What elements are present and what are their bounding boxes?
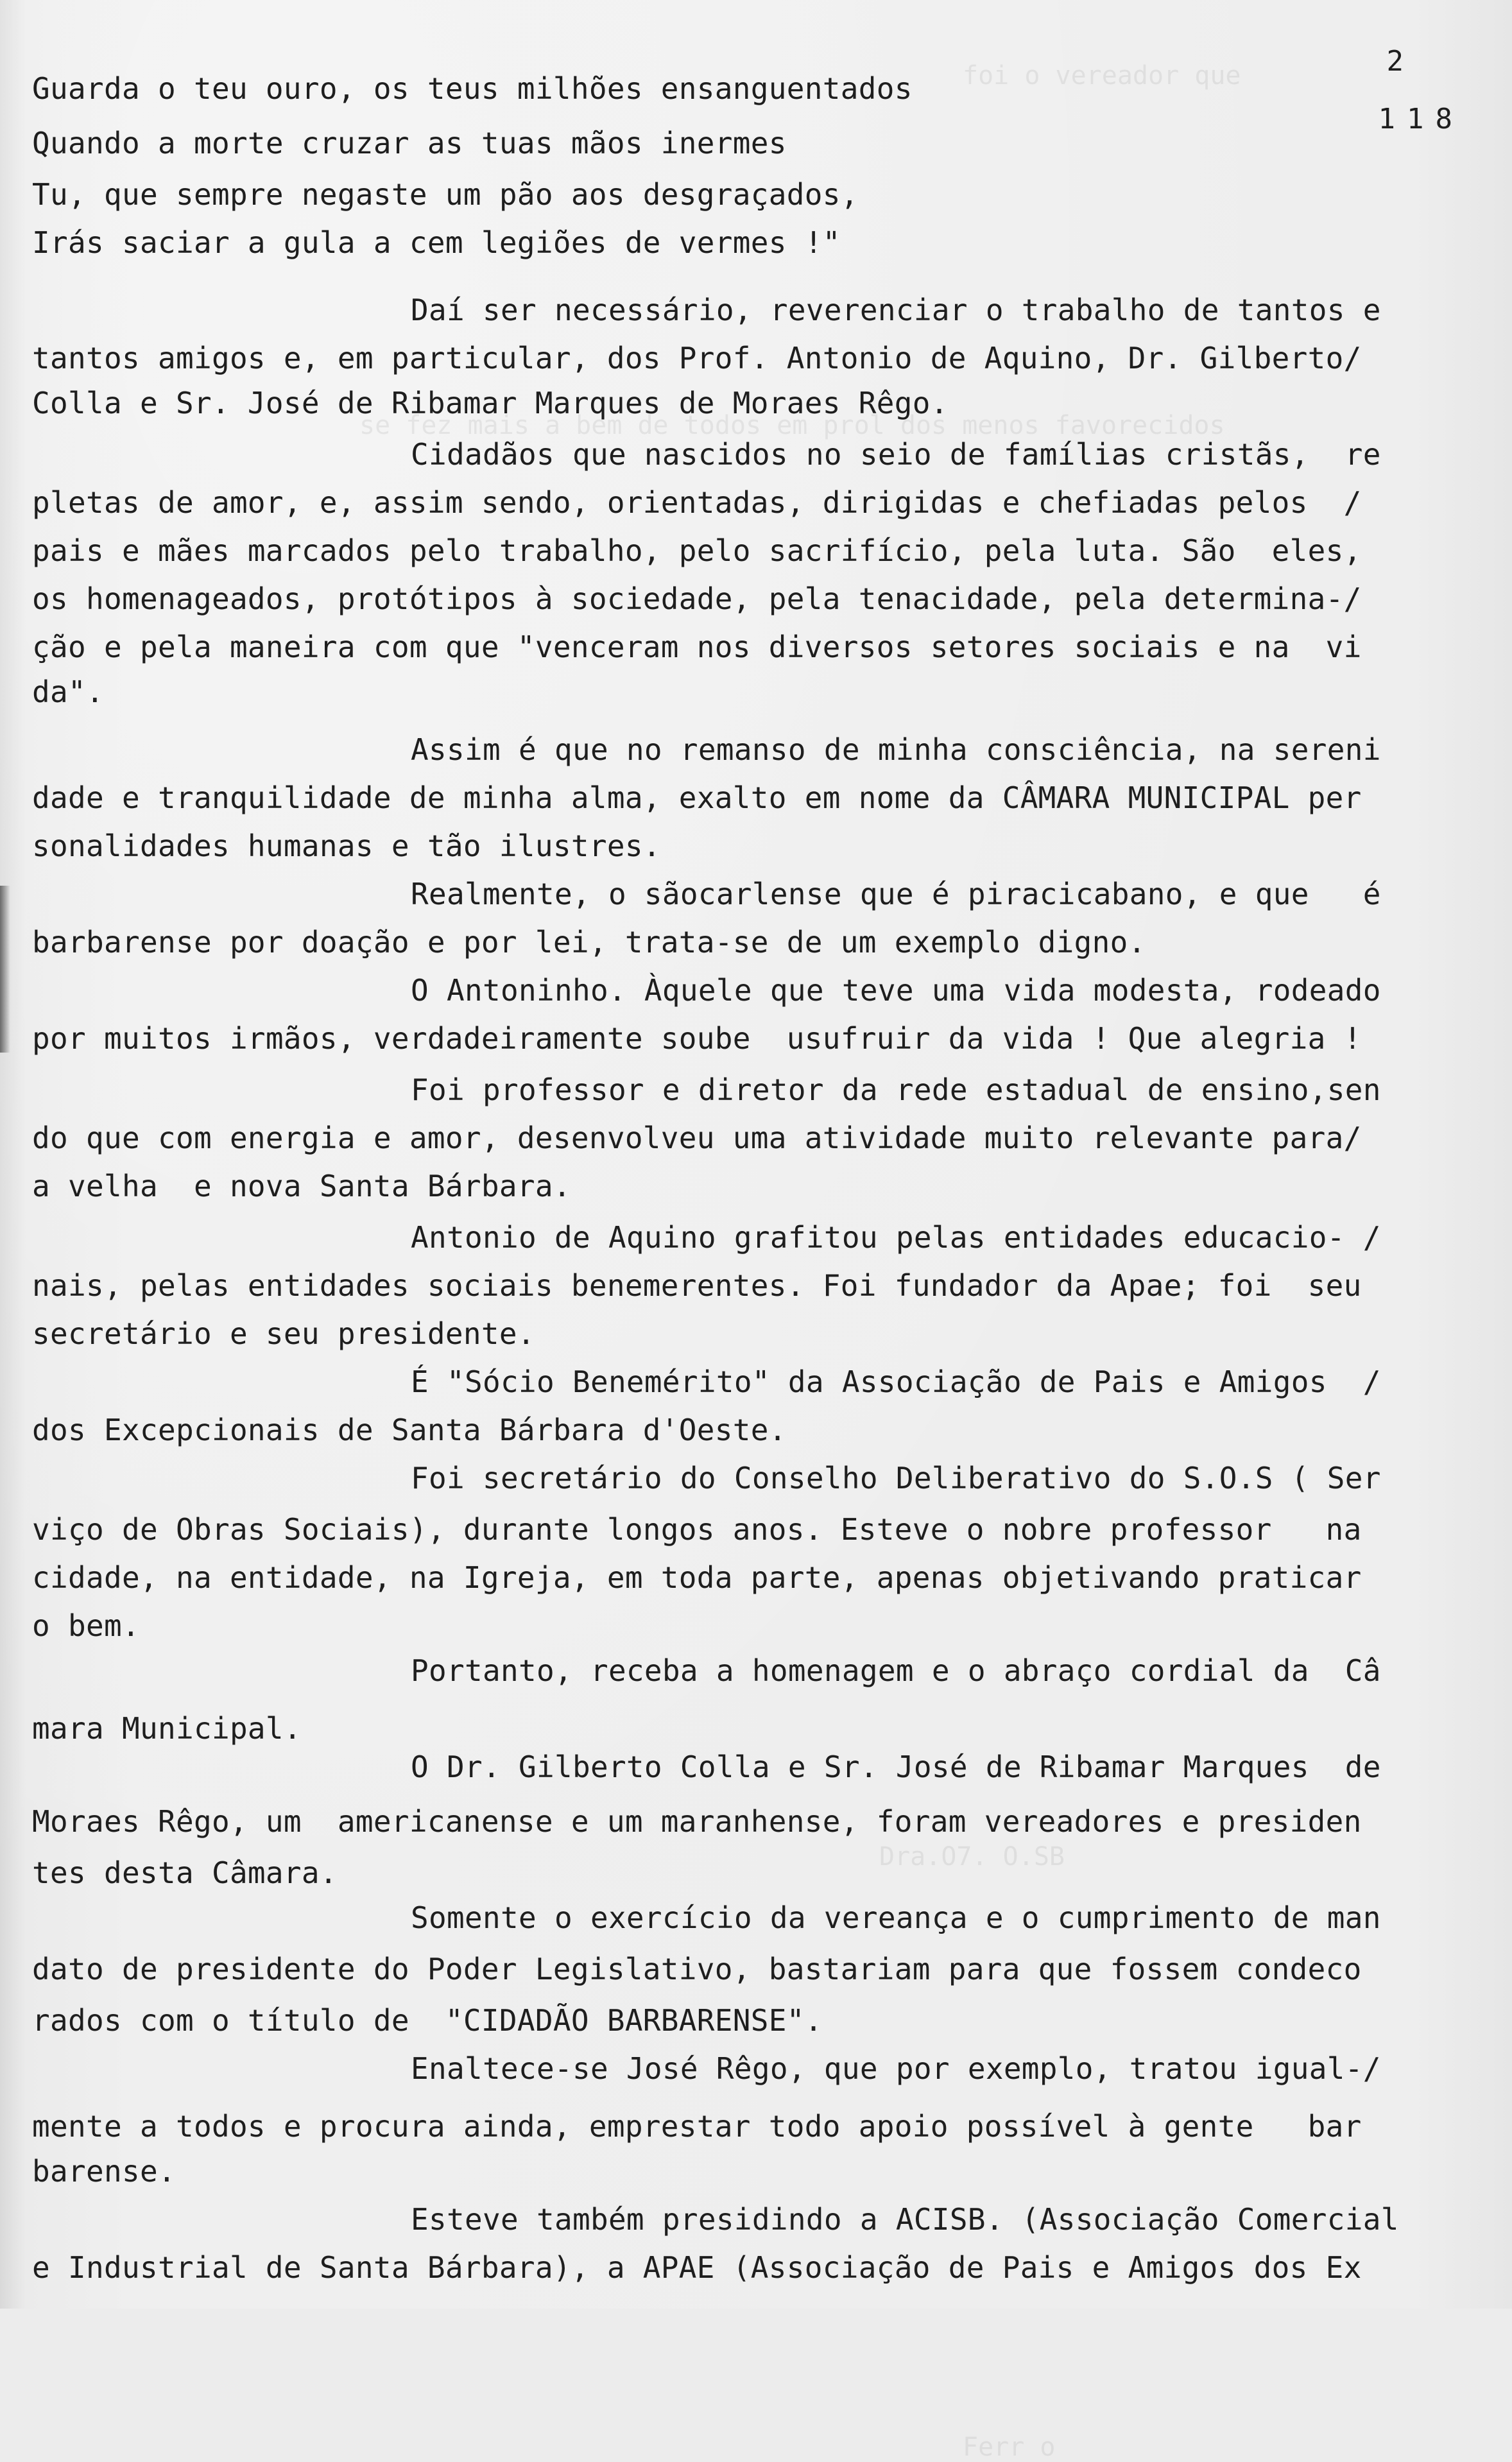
text-line: Esteve também presidindo a ACISB. (Associação Comercial — [411, 2202, 1399, 2237]
text-line: Portanto, receba a homenagem e o abraço cordial da Câ — [411, 1653, 1381, 1688]
text-line: dade e tranquilidade de minha alma, exalto em nome da CÂMARA MUNICIPAL per — [32, 780, 1362, 815]
bleed-through-text: se fez mais a bem de todos em prol dos menos favorecidos — [359, 411, 1225, 440]
text-line: a velha e nova Santa Bárbara. — [32, 1169, 571, 1203]
text-line: pais e mães marcados pelo trabalho, pelo sacrifício, pela luta. São eles, — [32, 533, 1362, 568]
text-line: rados com o título de "CIDADÃO BARBARENSE". — [32, 2003, 823, 2038]
text-line: Moraes Rêgo, um americanense e um maranhense, foram vereadores e presiden — [32, 1804, 1362, 1839]
text-line: e Industrial de Santa Bárbara), a APAE (Associação de Pais e Amigos dos Ex — [32, 2250, 1362, 2285]
text-line: secretário e seu presidente. — [32, 1316, 535, 1351]
text-line: Foi professor e diretor da rede estadual de ensino,sen — [411, 1072, 1381, 1107]
text-line: ção e pela maneira com que "venceram nos diversos setores sociais e na vi — [32, 630, 1362, 664]
text-line: Antonio de Aquino grafitou pelas entidades educacio- / — [411, 1220, 1381, 1255]
text-line: Guarda o teu ouro, os teus milhões ensanguentados — [32, 71, 913, 106]
text-line: Assim é que no remanso de minha consciência, na sereni — [411, 732, 1381, 767]
text-line: da". — [32, 675, 104, 709]
text-line: Foi secretário do Conselho Deliberativo do S.O.S ( Ser — [411, 1461, 1381, 1495]
text-line: viço de Obras Sociais), durante longos anos. Esteve o nobre professor na — [32, 1512, 1362, 1547]
text-line: Tu, que sempre negaste um pão aos desgraçados, — [32, 177, 859, 212]
text-line: Quando a morte cruzar as tuas mãos inermes — [32, 126, 787, 160]
text-line: cidade, na entidade, na Igreja, em toda parte, apenas objetivando praticar — [32, 1560, 1362, 1595]
text-line: barbarense por doação e por lei, trata-se de um exemplo digno. — [32, 925, 1146, 960]
text-line: Colla e Sr. José de Ribamar Marques de Moraes Rêgo. — [32, 386, 949, 420]
text-line: por muitos irmãos, verdadeiramente soube usufruir da vida ! Que alegria ! — [32, 1021, 1362, 1056]
page-number: 2 — [1386, 45, 1406, 78]
text-line: Realmente, o sãocarlense que é piracicabano, e que é — [411, 877, 1381, 911]
text-line: dato de presidente do Poder Legislativo, bastariam para que fossem condeco — [32, 1952, 1362, 1986]
text-line: dos Excepcionais de Santa Bárbara d'Oeste. — [32, 1413, 787, 1447]
text-line: Somente o exercício da vereança e o cumprimento de man — [411, 1900, 1381, 1935]
scan-edge-shadow — [0, 886, 10, 1053]
sheet-number: 118 — [1378, 103, 1464, 135]
text-line: Irás saciar a gula a cem legiões de vermes !" — [32, 225, 841, 260]
text-line: barense. — [32, 2154, 176, 2189]
text-line: É "Sócio Benemérito" da Associação de Pais e Amigos / — [411, 1364, 1381, 1399]
text-line: o bem. — [32, 1608, 140, 1643]
text-line: pletas de amor, e, assim sendo, orientadas, dirigidas e chefiadas pelos / — [32, 485, 1362, 520]
text-line: sonalidades humanas e tão ilustres. — [32, 829, 661, 863]
text-line: tantos amigos e, em particular, dos Prof. Antonio de Aquino, Dr. Gilberto/ — [32, 341, 1362, 375]
text-line: nais, pelas entidades sociais benemerentes. Foi fundador da Apae; foi seu — [32, 1268, 1362, 1303]
bleed-through-text: Dra.O7. O.SB — [879, 1842, 1065, 1872]
text-line: do que com energia e amor, desenvolveu uma atividade muito relevante para/ — [32, 1121, 1362, 1155]
bleed-through-text: foi o vereador que — [963, 61, 1241, 90]
text-line: O Antoninho. Àquele que teve uma vida modesta, rodeado — [411, 973, 1381, 1008]
text-line: tes desta Câmara. — [32, 1855, 338, 1890]
text-line: O Dr. Gilberto Colla e Sr. José de Ribamar Marques de — [411, 1750, 1381, 1784]
text-line: mente a todos e procura ainda, emprestar todo apoio possível à gente bar — [32, 2109, 1362, 2144]
bleed-through-text: Ferr o — [963, 2432, 1056, 2462]
text-line: mara Municipal. — [32, 1711, 302, 1746]
text-line: Daí ser necessário, reverenciar o trabalho de tantos e — [411, 293, 1381, 327]
text-line: Cidadãos que nascidos no seio de famílias cristãs, re — [411, 437, 1381, 472]
text-line: Enaltece-se José Rêgo, que por exemplo, tratou igual-/ — [411, 2051, 1381, 2086]
text-line: os homenageados, protótipos à sociedade, pela tenacidade, pela determina-/ — [32, 581, 1362, 616]
